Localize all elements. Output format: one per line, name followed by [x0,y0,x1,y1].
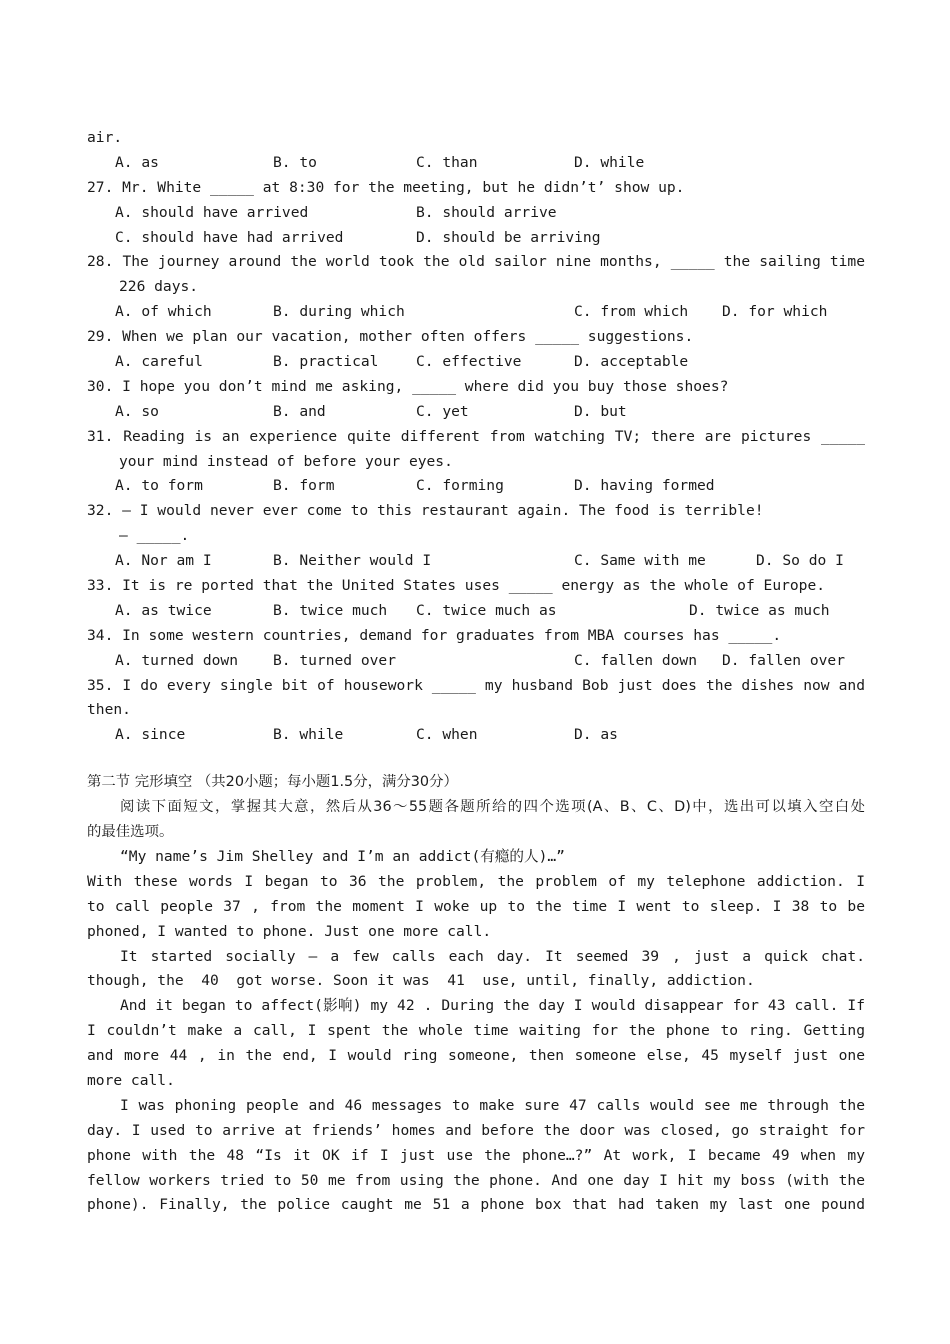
q30-options [87,400,865,425]
passage-p1-line2: to call people 37 , from the moment I woke up to the time I went to sleep. I 38 to be [87,897,865,915]
q35-option-a: A. since [115,726,186,744]
q29-stem: 29. When we plan our vacation, mother often offers _____ suggestions. [87,328,694,346]
passage-quote: “My name’s Jim Shelley and I’m an addict(有瘾的人)…” [120,847,565,865]
q26-continuation: air. [87,129,123,146]
section2-heading: 第二节 完形填空 （共20小题；每小题1.5分，满分30分） [87,774,458,791]
passage-p4-line5: phone). Finally, the police caught me 51 a phone box that had taken my last one pound [87,1196,865,1214]
exam-content [87,126,865,1218]
q30-option-b: B. and [273,402,326,420]
q35-option-b: B. while [273,726,344,744]
q31-option-b: B. form [273,477,335,495]
q28-option-b: B. during which [273,303,405,321]
q32-options [87,549,865,574]
passage-p3-line3: and more 44 , in the end, I would ring someone, then someone else, 45 myself just one [87,1047,865,1065]
q32-option-a: A. Nor am I [115,552,212,570]
q33-stem: 33. It is re ported that the United States uses _____ energy as the whole of Europe. [87,577,826,595]
passage-p2-line1: It started socially — a few calls each day. It seemed 39 , just a quick chat. [120,947,865,965]
section2-instruction-line1: 阅读下面短文，掌握其大意，然后从36～55题各题所给的四个选项(A、B、C、D)中，选出可以填入空白处 [120,799,865,816]
q32-stem-line2: — _____. [119,527,190,545]
q33-option-a: A. as twice [115,601,212,619]
q34-option-c: C. fallen down [574,651,698,669]
q33-option-d: D. twice as much [689,601,830,619]
passage-p3-line1: And it began to affect(影响) my 42 . During the day I would disappear for 43 call. If [120,997,865,1015]
q27-options-row2 [87,226,865,251]
q34-option-d: D. fallen over [722,651,846,669]
q26-option-d: D. while [574,153,645,171]
q27-option-d: D. should be arriving [416,228,601,246]
q30-option-c: C. yet [416,402,469,420]
q34-stem: 34. In some western countries, demand for graduates from MBA courses has _____. [87,626,782,644]
q31-stem-line2: your mind instead of before your eyes. [119,452,453,470]
q26-option-a: A. as [115,153,159,171]
passage-p3-line4: more call. [87,1071,175,1089]
passage-p3-line2: I couldn’t make a call, I spent the whole time waiting for the phone to ring. Getting [87,1022,865,1040]
q33-option-b: B. twice much [273,601,388,619]
q26-options [87,151,865,176]
q29-option-b: B. practical [273,353,379,371]
passage-p4-line1: I was phoning people and 46 messages to make sure 47 calls would see me through the [120,1096,865,1114]
passage-p1-line1: With these words I began to 36 the problem, the problem of my telephone addiction. I [87,872,865,890]
q28-stem-line1: 28. The journey around the world took the old sailor nine months, _____ the sailing time [87,253,865,271]
q31-options [87,474,865,499]
passage-p2-line2: though, the 40 got worse. Soon it was 41 use, until, finally, addiction. [87,972,755,990]
q26-option-b: B. to [273,153,317,171]
q31-option-c: C. forming [416,477,504,495]
q27-stem: 27. Mr. White _____ at 8:30 for the meeting, but he didn’t’ show up. [87,178,685,196]
q28-options [87,300,865,325]
q31-option-d: D. having formed [574,477,715,495]
q30-option-a: A. so [115,402,159,420]
q29-option-d: D. acceptable [574,353,689,371]
q28-option-a: A. of which [115,303,212,321]
q27-option-c: C. should have had arrived [115,228,344,246]
q33-option-c: C. twice much as [416,601,557,619]
q34-option-b: B. turned over [273,651,397,669]
q35-stem-line2: then. [87,701,131,719]
passage-p4-line2: day. I used to arrive at friends’ homes and before the door was closed, go straight for [87,1121,865,1139]
q35-option-d: D. as [574,726,618,744]
q28-option-d: D. for which [722,303,828,321]
q34-options [87,649,865,674]
q29-option-a: A. careful [115,353,203,371]
q35-option-c: C. when [416,726,478,744]
q35-options [87,723,865,748]
passage-p4-line3: phone with the 48 “Is it OK if I just use the phone…?” At work, I became 49 when my [87,1146,865,1164]
q32-option-d: D. So do I [756,552,844,570]
q28-option-c: C. from which [574,303,689,321]
q29-options [87,350,865,375]
q34-option-a: A. turned down [115,651,239,669]
q27-option-b: B. should arrive [416,203,557,221]
q31-stem-line1: 31. Reading is an experience quite different from watching TV; there are pictures _____ [87,427,865,445]
q32-option-b: B. Neither would I [273,552,432,570]
section2-instruction-line2: 的最佳选项。 [87,824,174,841]
q33-options [87,599,865,624]
q27-option-a: A. should have arrived [115,203,309,221]
q30-stem: 30. I hope you don’t mind me asking, _____ where did you buy those shoes? [87,377,729,395]
q32-stem-line1: 32. — I would never ever come to this restaurant again. The food is terrible! [87,502,764,520]
passage-p4-line4: fellow workers tried to 50 me from using the phone. And one day I hit my boss (with the [87,1171,865,1189]
passage-p1-line3: phoned, I wanted to phone. Just one more call. [87,922,492,940]
q35-stem-line1: 35. I do every single bit of housework _____ my husband Bob just does the dishes now and [87,676,865,694]
section-gap [87,748,865,770]
q27-options-row1 [87,201,865,226]
q30-option-d: D. but [574,402,627,420]
q32-option-c: C. Same with me [574,552,706,570]
q26-option-c: C. than [416,153,478,171]
q28-stem-line2: 226 days. [119,278,199,296]
q29-option-c: C. effective [416,353,522,371]
q31-option-a: A. to form [115,477,203,495]
